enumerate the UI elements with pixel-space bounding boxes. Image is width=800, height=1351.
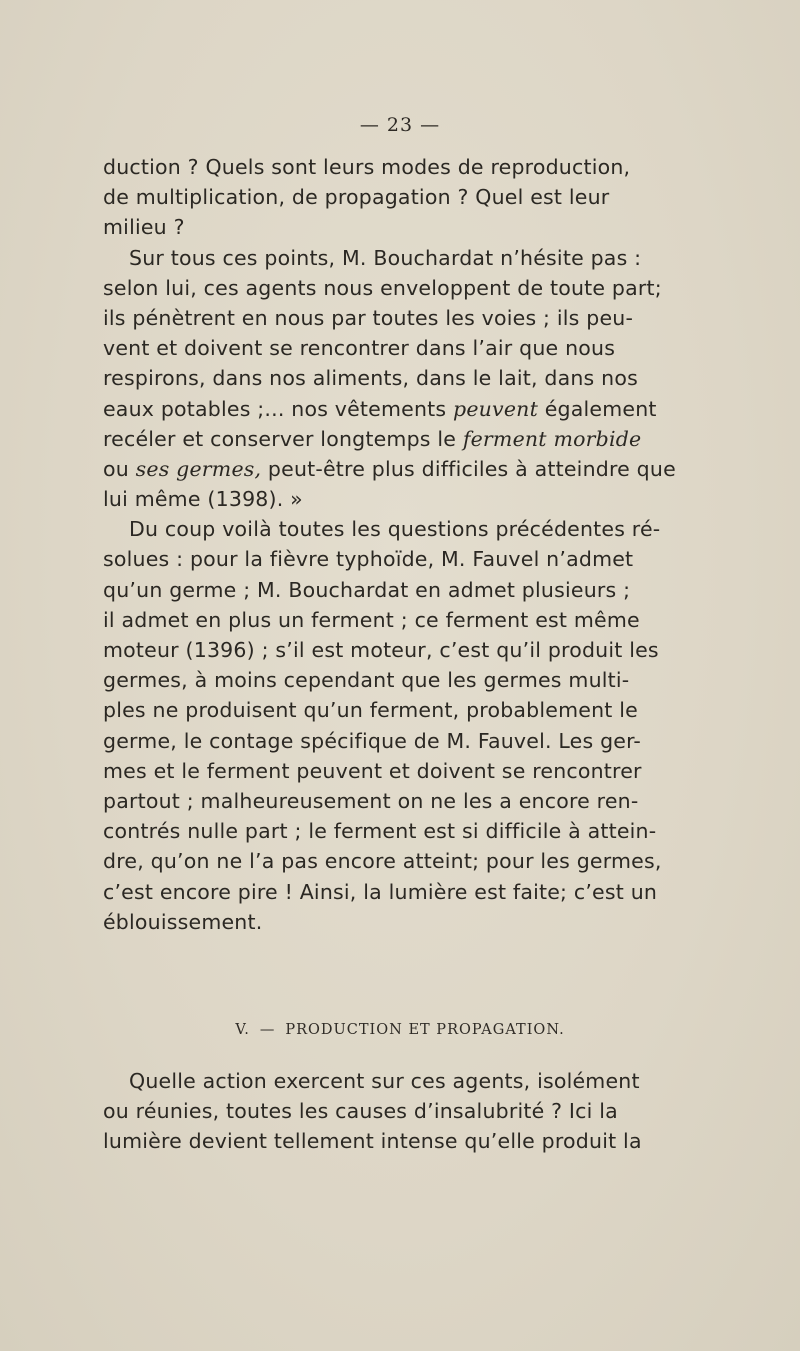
section-text: [103, 1066, 663, 1157]
text-line: Du coup voilà toutes les questions précédentes ré-: [129, 517, 661, 542]
text-line: de multiplication, de propagation ? Quel est leur: [103, 185, 610, 210]
text-line: moteur (1396) ; s’il est moteur, c’est qu’il produit les: [103, 638, 659, 662]
text-line: ou réunies, toutes les causes d’insalubrité ? Ici la: [103, 1099, 618, 1124]
text-line: [103, 454, 676, 484]
text-line: contrés nulle part ; le ferment est si difficile à attein-: [103, 819, 657, 844]
text-line: solues : pour la fièvre typhoïde, M. Fauvel n’admet: [103, 547, 634, 572]
italic-text: peuvent: [453, 396, 539, 421]
text-line: lumière devient tellement intense qu’elle produit la: [103, 1129, 642, 1154]
text-line: c’est encore pire ! Ainsi, la lumière est faite; c’est un: [103, 879, 658, 904]
text-run: eaux potables ;... nos vêtements: [103, 396, 453, 421]
italic-text: ses germes,: [135, 456, 262, 481]
text-line: éblouissement.: [103, 909, 263, 934]
main-text: [103, 152, 676, 937]
section-dash: —: [259, 1022, 276, 1038]
text-line: milieu ?: [103, 215, 185, 240]
text-line: dre, qu’on ne l’a pas encore atteint; pour les germes,: [103, 849, 662, 874]
text-line: respirons, dans nos aliments, dans le lait, dans nos: [103, 366, 638, 391]
text-line: vent et doivent se rencontrer dans l’air que nous: [103, 336, 616, 361]
italic-text: ferment morbide: [462, 426, 642, 451]
section-number: V.: [235, 1022, 250, 1038]
text-line: ils pénètrent en nous par toutes les voies ; ils peu-: [103, 305, 634, 330]
text-line: duction ? Quels sont leurs modes de reproduction,: [103, 155, 631, 179]
section-heading: [0, 1022, 800, 1038]
text-line: ples ne produisent qu’un ferment, probablement le: [103, 698, 638, 723]
text-line: qu’un germe ; M. Bouchardat en admet plusieurs ;: [103, 577, 631, 602]
section-title: PRODUCTION ET PROPAGATION.: [285, 1022, 565, 1038]
text-line: [103, 394, 663, 424]
text-line: germe, le contage spécifique de M. Fauvel. Les ger-: [103, 728, 642, 753]
text-run: également: [538, 396, 657, 421]
text-line: germes, à moins cependant que les germes multi-: [103, 668, 630, 693]
text-run: recéler et conserver longtemps le: [103, 426, 463, 451]
text-run: ou: [103, 456, 136, 481]
text-run: peut-être plus difficiles à atteindre que: [261, 456, 676, 481]
text-line: lui même (1398). »: [103, 487, 303, 512]
text-line: Quelle action exercent sur ces agents, isolément: [129, 1069, 640, 1093]
text-line: partout ; malheureusement on ne les a encore ren-: [103, 788, 639, 813]
page-number: — 23 —: [359, 114, 441, 136]
text-line: [103, 424, 663, 454]
text-line: selon lui, ces agents nous enveloppent de toute part;: [103, 275, 662, 300]
text-line: Sur tous ces points, M. Bouchardat n’hésite pas :: [129, 245, 642, 270]
text-line: mes et le ferment peuvent et doivent se rencontrer: [103, 758, 642, 783]
text-line: il admet en plus un ferment ; ce ferment est même: [103, 607, 640, 632]
